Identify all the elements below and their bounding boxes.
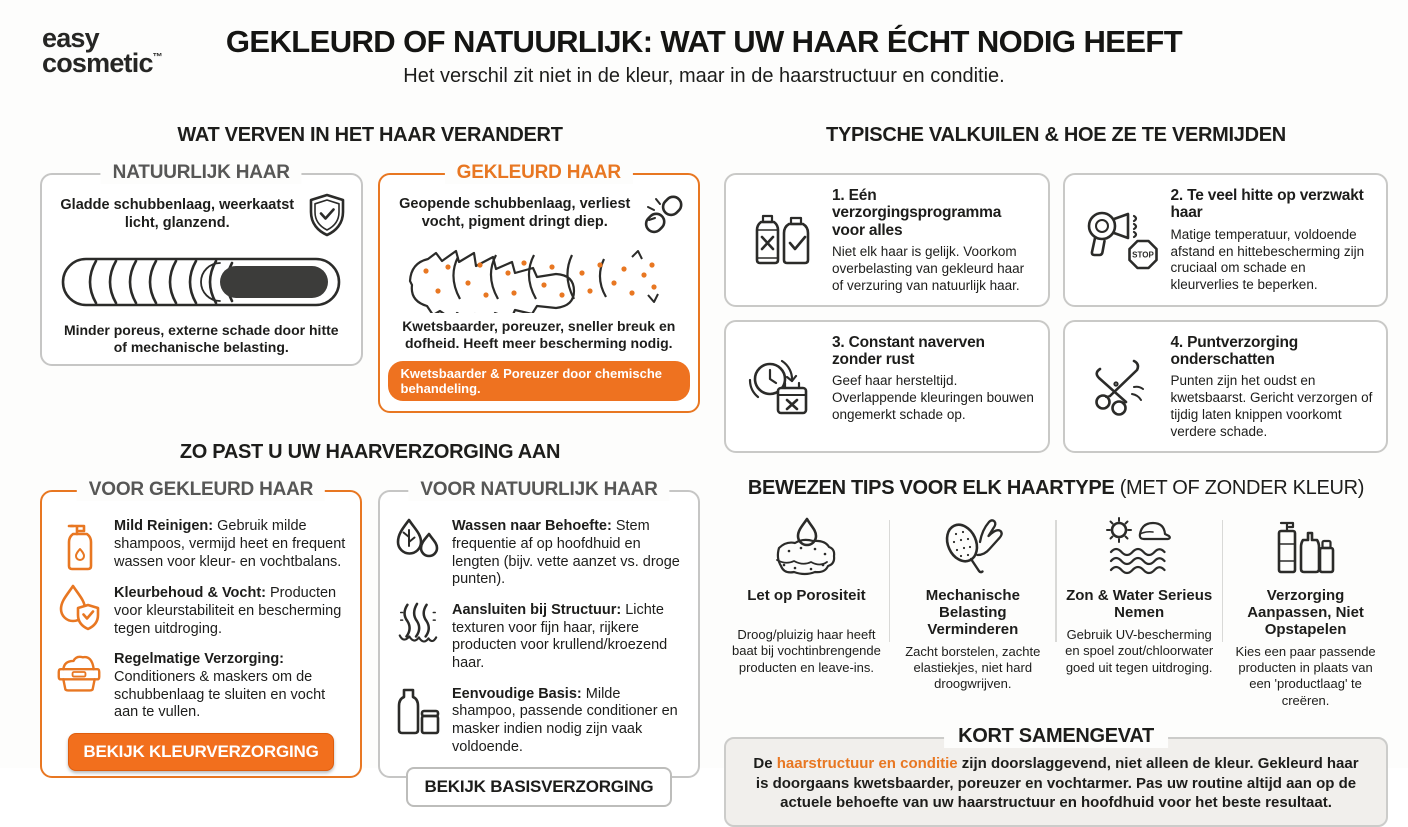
colored-hair-box	[378, 162, 701, 413]
care-item-text: Kleurbehoud & Vocht: Producten voor kleurstabiliteit en bescherming tegen uitdroging.	[114, 585, 342, 637]
care-item-text: Mild Reinigen: Gebruik milde shampoos, vermijd heet en frequent wassen voor kleur- en vochtbalans.	[114, 518, 346, 570]
pump-bottle-icon	[56, 516, 102, 572]
section-title-pitfalls: TYPISCHE VALKUILEN & HOE ZE TE VERMIJDEN	[826, 124, 1286, 146]
pitfall-body: Niet elk haar is gelijk. Voorkom overbelasting van gekleurd haar of verzuring van natuurlijk haar.	[832, 244, 1025, 293]
pitfall-title: 2. Te veel hitte op verzwakt haar	[1170, 187, 1364, 222]
view-basic-care-button[interactable]: BEKIJK BASISVERZORGING	[406, 767, 673, 807]
summary-title: KORT SAMENGEVAT	[944, 725, 1168, 748]
left-column	[40, 116, 700, 827]
brand-line2: cosmetic	[42, 47, 153, 78]
tips-section-title: BEWEZEN TIPS VOOR ELK HAARTYPE (MET OF ZONDER KLEUR)	[747, 476, 1365, 499]
pitfall-card	[724, 320, 1050, 453]
drop-shield-icon	[56, 583, 102, 635]
summary-body: De haarstructuur en conditie zijn doorslaggevend, niet alleen de kleur. Gekleurd haar is doorgaans kwetsbaarder, poreuzer en vochtarmer. Pas uw routine altijd aan op de actuele behoefte van uw haarstructuur en hoofdhuid voor het beste resultaat.	[753, 755, 1359, 812]
natural-hair-caption: Minder poreus, externe schade door hitte of mechanische belasting.	[63, 322, 339, 356]
leaf-drop-icon	[394, 516, 440, 564]
pitfall-title: 3. Constant naverven zonder rust	[832, 333, 985, 369]
care-item-text: Aansluiten bij Structuur: Lichte texturen voor fijn haar, rijkere producten voor krullend/kroezend haar.	[452, 601, 668, 671]
colored-hair-box-title: GEKLEURD HAAR	[445, 162, 633, 184]
tip-desc: Zacht borstelen, zachte elastiekjes, niet hard droogwrijven.	[905, 643, 1041, 692]
list-item	[394, 600, 684, 673]
summary-highlight: haarstructuur en conditie	[776, 755, 958, 773]
tip-title: Zon & Water Serieus Nemen	[1066, 586, 1213, 622]
bottle-jar-icon	[394, 684, 440, 736]
care-item-text: Eenvoudige Basis: Milde shampoo, passende conditioner en masker indien nodig zijn vaak voldoende.	[452, 685, 678, 755]
tip-column	[1223, 512, 1388, 709]
shield-check-icon	[305, 192, 349, 238]
colored-care-box	[40, 479, 362, 778]
pitfall-body: Geef haar hersteltijd. Overlappende kleuringen bouwen ongemerkt schade op.	[832, 373, 1034, 423]
tip-title: Verzorging Aanpassen, Niet Opstapelen	[1247, 586, 1364, 639]
natural-hair-illustration	[60, 245, 342, 317]
page-title: GEKLEURD OF NATUURLIJK: WAT UW HAAR ÉCHT NODIG HEEFT	[225, 24, 1183, 59]
colored-hair-desc: Geopende schubbenlaag, verliest vocht, pigment dringt diep.	[399, 196, 631, 230]
trademark-symbol: ™	[152, 51, 162, 63]
view-color-care-button[interactable]: BEKIJK KLEURVERZORGING	[68, 733, 335, 771]
hair-strands-icon	[394, 600, 440, 648]
list-item	[394, 516, 684, 589]
header	[0, 0, 1408, 112]
hairdryer-stop-icon	[1077, 187, 1163, 295]
care-item-text: Wassen naar Behoefte: Stem frequentie af op hoofdhuid en lengten (bijv. vette aanzet vs. droge punten).	[452, 518, 680, 588]
brand-line1: easy	[42, 23, 99, 53]
pitfall-content	[1171, 187, 1375, 295]
clock-calendar-icon	[738, 334, 824, 441]
section-title-changes: WAT VERVEN IN HET HAAR VERANDERT	[177, 124, 563, 146]
pitfall-title: 4. Puntverzorging onderschatten	[1170, 333, 1299, 369]
tip-column	[724, 512, 889, 676]
natural-hair-desc: Gladde schubbenlaag, weerkaatst licht, glanzend.	[60, 197, 295, 231]
pitfall-card	[1063, 320, 1389, 453]
pitfall-title: 1. Eén verzorgingsprogramma voor alles	[832, 187, 1002, 239]
natural-care-box	[378, 479, 700, 797]
cream-jar-icon	[56, 649, 102, 695]
chemical-treatment-badge: Kwetsbaarder & Poreuzer door chemische behandeling.	[388, 361, 691, 401]
tip-desc: Kies een paar passende producten in plaats van een 'productlaag' te creëren.	[1235, 643, 1376, 708]
bottles-trio-icon	[1229, 512, 1382, 578]
list-item	[394, 684, 684, 757]
broken-chain-icon	[642, 192, 686, 236]
pitfall-card	[1063, 173, 1389, 307]
brush-hand-icon	[896, 512, 1049, 578]
colored-hair-illustration	[396, 243, 682, 313]
natural-hair-box	[40, 162, 363, 366]
pitfall-body: Punten zijn het oudst en kwetsbaarst. Gericht verzorgen of tijdig laten knippen voorkomt verdere schade.	[1170, 373, 1373, 440]
tip-title: Mechanische Belasting Verminderen	[925, 586, 1020, 639]
pitfall-body: Matige temperatuur, voldoende afstand en hittebescherming zijn cruciaal om schade en kleurverlies te beperken.	[1170, 226, 1365, 293]
tip-desc: Gebruik UV-bescherming en spoel zout/chloorwater goed uit tegen uitdroging.	[1065, 626, 1214, 675]
list-item	[56, 649, 346, 722]
natural-care-title: VOOR NATUURLIJK HAAR	[408, 479, 669, 501]
colored-hair-caption: Kwetsbaarder, poreuzer, sneller breuk en dofheid. Heeft meer bescherming nodig.	[402, 318, 676, 352]
sun-cap-waves-icon	[1063, 512, 1216, 578]
pitfall-content	[832, 334, 1036, 441]
sponge-drop-icon	[730, 512, 883, 578]
bottles-check-x-icon	[738, 187, 824, 295]
sun-cap-waves-icon-column	[1057, 512, 1222, 676]
page-subtitle: Het verschil zit niet in de kleur, maar in de haarstructuur en conditie.	[403, 65, 1005, 87]
section-title-care: ZO PAST U UW HAARVERZORGING AAN	[179, 441, 561, 464]
tip-column	[890, 512, 1055, 693]
colored-care-title: VOOR GEKLEURD HAAR	[77, 479, 325, 501]
pitfall-card	[724, 173, 1050, 307]
brand-logo	[42, 23, 162, 78]
tip-desc: Droog/pluizig haar heeft baat bij vochtinbrengende producten en leave-ins.	[731, 626, 881, 675]
right-column	[724, 116, 1388, 827]
natural-hair-box-title: NATUURLIJK HAAR	[101, 162, 302, 184]
scissors-icon	[1077, 334, 1163, 441]
list-item	[56, 516, 346, 572]
care-item-text: Regelmatige Verzorging: Conditioners & maskers om de schubbenlaag te sluiten en vocht aan te vullen.	[114, 651, 326, 721]
summary-box	[724, 725, 1388, 827]
pitfall-content	[1171, 334, 1375, 441]
pitfall-content	[832, 187, 1036, 295]
svg-text:STOP: STOP	[1131, 250, 1154, 260]
list-item	[56, 583, 346, 638]
tip-title: Let op Porositeit	[747, 586, 866, 604]
